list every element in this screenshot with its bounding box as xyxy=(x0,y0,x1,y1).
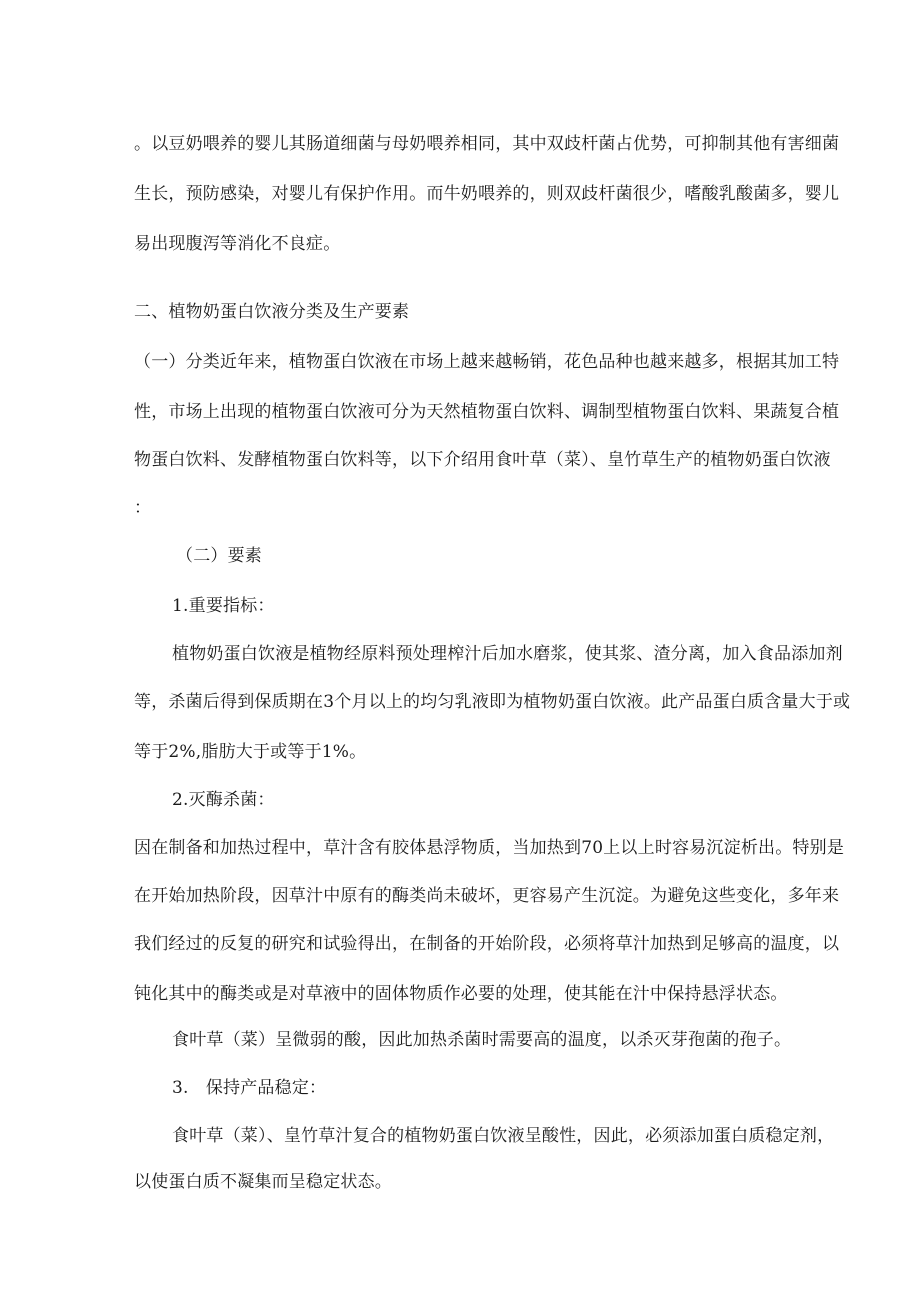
classification-line-3: 物蛋白饮料、发酵植物蛋白饮料等，以下介绍用食叶草（菜）、皇竹草生产的植物奶蛋白饮液 xyxy=(134,450,831,470)
item1-line-3: 等于2%,脂肪大于或等于1%。 xyxy=(134,742,367,762)
item1-line-1: 植物奶蛋白饮液是植物经原料预处理榨汁后加水磨浆，使其浆、渣分离，加入食品添加剂 xyxy=(172,644,843,664)
section-heading: 二、植物奶蛋白饮液分类及生产要素 xyxy=(134,302,410,322)
classification-line-2: 性，市场上出现的植物蛋白饮液可分为天然植物蛋白饮料、调制型植物蛋白饮料、果蔬复合植 xyxy=(134,402,840,422)
item2-line-1: 因在制备和加热过程中，草汁含有胶体悬浮物质，当加热到70上以上时容易沉淀析出。特别是 xyxy=(134,838,845,858)
item2-line-3: 我们经过的反复的研究和试验得出，在制备的开始阶段，必须将草汁加热到足够高的温度，以 xyxy=(134,934,840,954)
item3-line-1: 食叶草（菜）、皇竹草汁复合的植物奶蛋白饮液呈酸性，因此，必须添加蛋白质稳定剂， xyxy=(172,1126,835,1146)
classification-line-1: （一）分类近年来，植物蛋白饮液在市场上越来越畅销，花色品种也越来越多，根据其加工特 xyxy=(134,352,840,372)
item2-heading: 2.灭酶杀菌： xyxy=(172,790,275,810)
elements-heading: （二）要素 xyxy=(176,546,262,566)
item1-heading: 1.重要指标： xyxy=(172,596,275,616)
item2-note: 食叶草（菜）呈微弱的酸，因此加热杀菌时需要高的温度，以杀灭芽孢菌的孢子。 xyxy=(172,1030,792,1050)
item3-heading: 3. 保持产品稳定： xyxy=(172,1078,327,1098)
item2-line-4: 钝化其中的酶类或是对草液中的固体物质作必要的处理，使其能在汁中保持悬浮状态。 xyxy=(134,984,788,1004)
intro-line-2: 生长，预防感染，对婴儿有保护作用。而牛奶喂养的，则双歧杆菌很少，嗜酸乳酸菌多，婴儿 xyxy=(134,184,840,204)
classification-line-4: ： xyxy=(134,498,152,518)
item2-line-2: 在开始加热阶段，因草汁中原有的酶类尚未破坏，更容易产生沉淀。为避免这些变化，多年来 xyxy=(134,886,840,906)
item3-line-2: 以使蛋白质不凝集而呈稳定状态。 xyxy=(134,1172,392,1192)
item1-line-2: 等，杀菌后得到保质期在3个月以上的均匀乳液即为植物奶蛋白饮液。此产品蛋白质含量大于或 xyxy=(134,692,851,712)
intro-line-3: 易出现腹泻等消化不良症。 xyxy=(134,234,341,254)
intro-line-1: 。以豆奶喂养的婴儿其肠道细菌与母奶喂养相同，其中双歧杆菌占优势，可抑制其他有害细菌 xyxy=(134,134,840,154)
